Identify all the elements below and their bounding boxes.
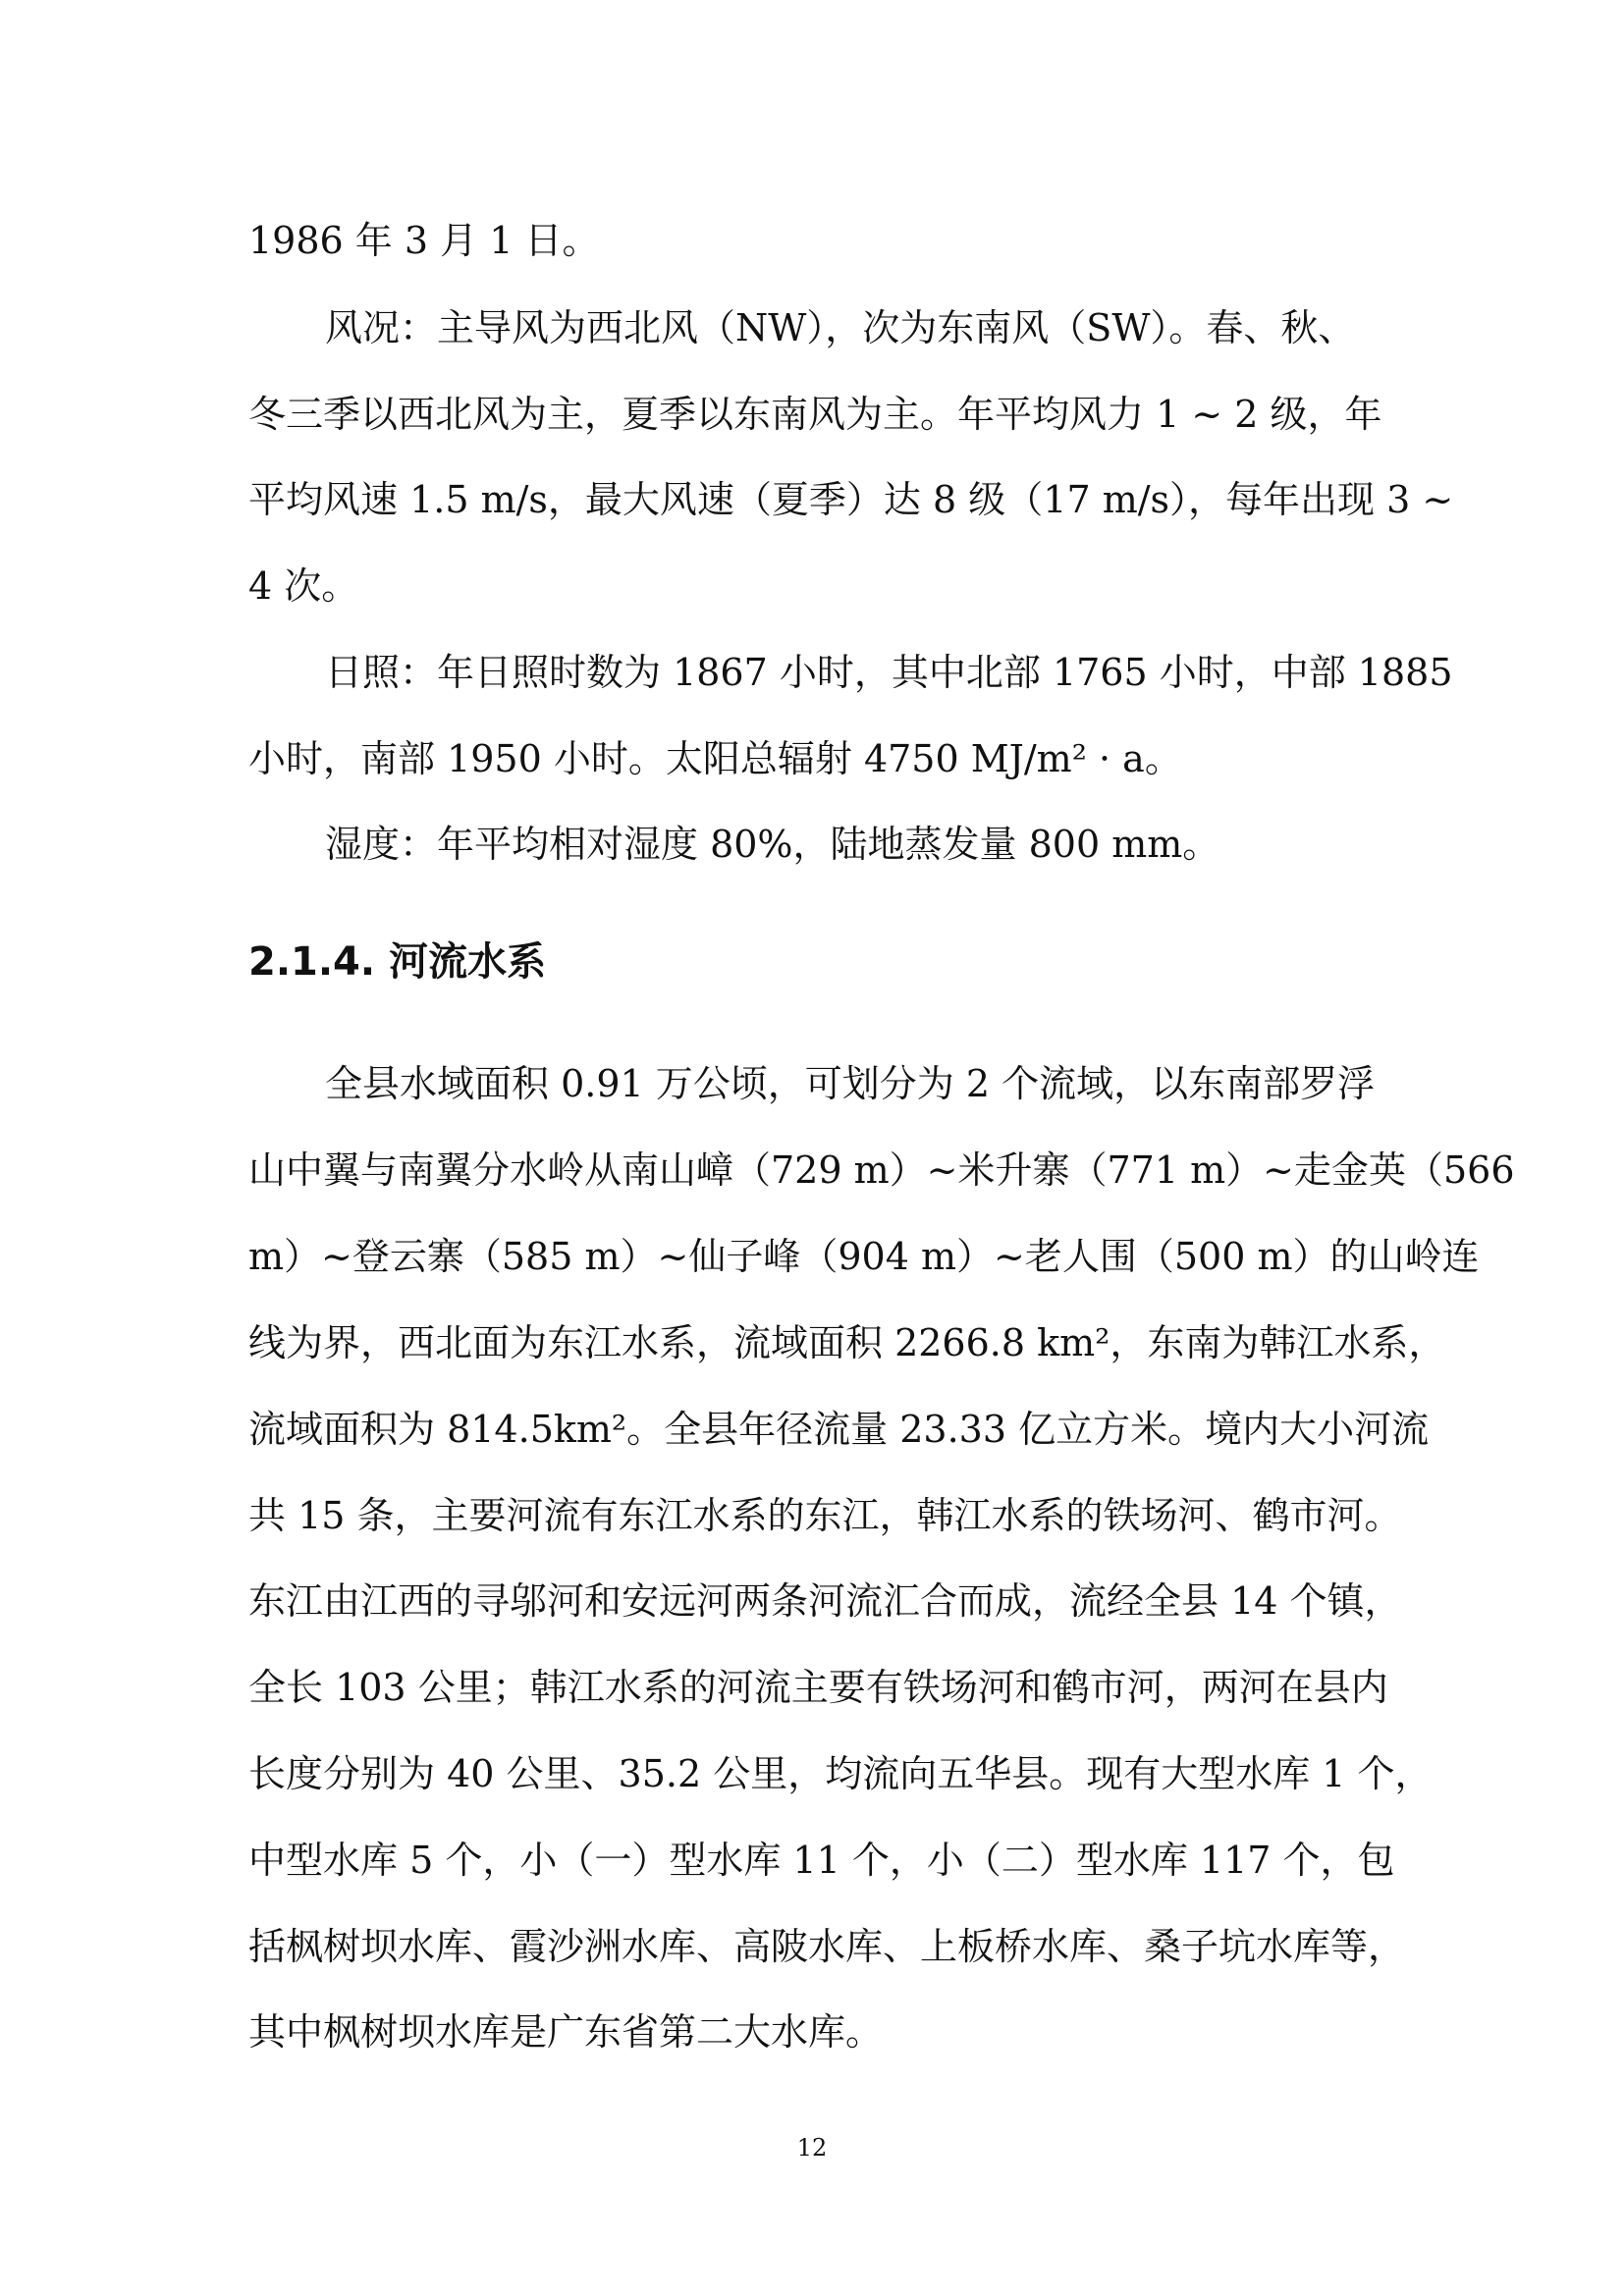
section-number: 2.1.4. xyxy=(248,939,376,985)
paragraph-line: 1986 年 3 月 1 日。 xyxy=(248,219,600,262)
section-heading xyxy=(248,937,1387,987)
paragraph-line: 山中翼与南翼分水岭从南山嶂（729 m）~米升寨（771 m）~走金英（566 xyxy=(248,1148,1515,1192)
paragraph-line: 日照：年日照时数为 1867 小时，其中北部 1765 小时，中部 1885 xyxy=(325,651,1453,694)
paragraph-line: 其中枫树坝水库是广东省第二大水库。 xyxy=(248,2010,884,2054)
paragraph-line: 线为界，西北面为东江水系，流域面积 2266.8 km²，东南为韩江水系， xyxy=(248,1321,1446,1364)
paragraph-line: 全长 103 公里；韩江水系的河流主要有铁场河和鹤市河，两河在县内 xyxy=(248,1666,1388,1709)
paragraph-line: 中型水库 5 个，小（一）型水库 11 个，小（二）型水库 117 个，包 xyxy=(248,1839,1395,1882)
paragraph-line: 4 次。 xyxy=(248,564,359,608)
paragraph-line: 括枫树坝水库、霞沙洲水库、高陂水库、上板桥水库、桑子坑水库等， xyxy=(248,1925,1406,1968)
section-title: 河流水系 xyxy=(389,939,547,985)
paragraph-line: 风况：主导风为西北风（NW），次为东南风（SW）。春、秋、 xyxy=(325,306,1356,349)
paragraph-line: m）~登云寨（585 m）~仙子峰（904 m）~老人围（500 m）的山岭连 xyxy=(248,1235,1480,1278)
paragraph-line: 平均风速 1.5 m/s，最大风速（夏季）达 8 级（17 m/s），每年出现 3 ~ xyxy=(248,478,1454,521)
page-number: 12 xyxy=(796,2134,828,2162)
paragraph-line: 全县水域面积 0.91 万公顷，可划分为 2 个流域，以东南部罗浮 xyxy=(325,1062,1376,1105)
paragraph-line: 共 15 条，主要河流有东江水系的东江，韩江水系的铁场河、鹤市河。 xyxy=(248,1494,1402,1537)
paragraph-line: 小时，南部 1950 小时。太阳总辐射 4750 MJ/m² · a。 xyxy=(248,737,1182,780)
paragraph-line: 湿度：年平均相对湿度 80%，陆地蒸发量 800 mm。 xyxy=(325,823,1220,866)
paragraph-line: 东江由江西的寻邬河和安远河两条河流汇合而成，流经全县 14 个镇， xyxy=(248,1579,1402,1623)
paragraph-line: 冬三季以西北风为主，夏季以东南风为主。年平均风力 1 ~ 2 级，年 xyxy=(248,393,1382,436)
paragraph-line: 长度分别为 40 公里、35.2 公里，均流向五华县。现有大型水库 1 个， xyxy=(248,1752,1433,1795)
paragraph-line: 流域面积为 814.5km²。全县年径流量 23.33 亿立方米。境内大小河流 xyxy=(248,1408,1430,1451)
